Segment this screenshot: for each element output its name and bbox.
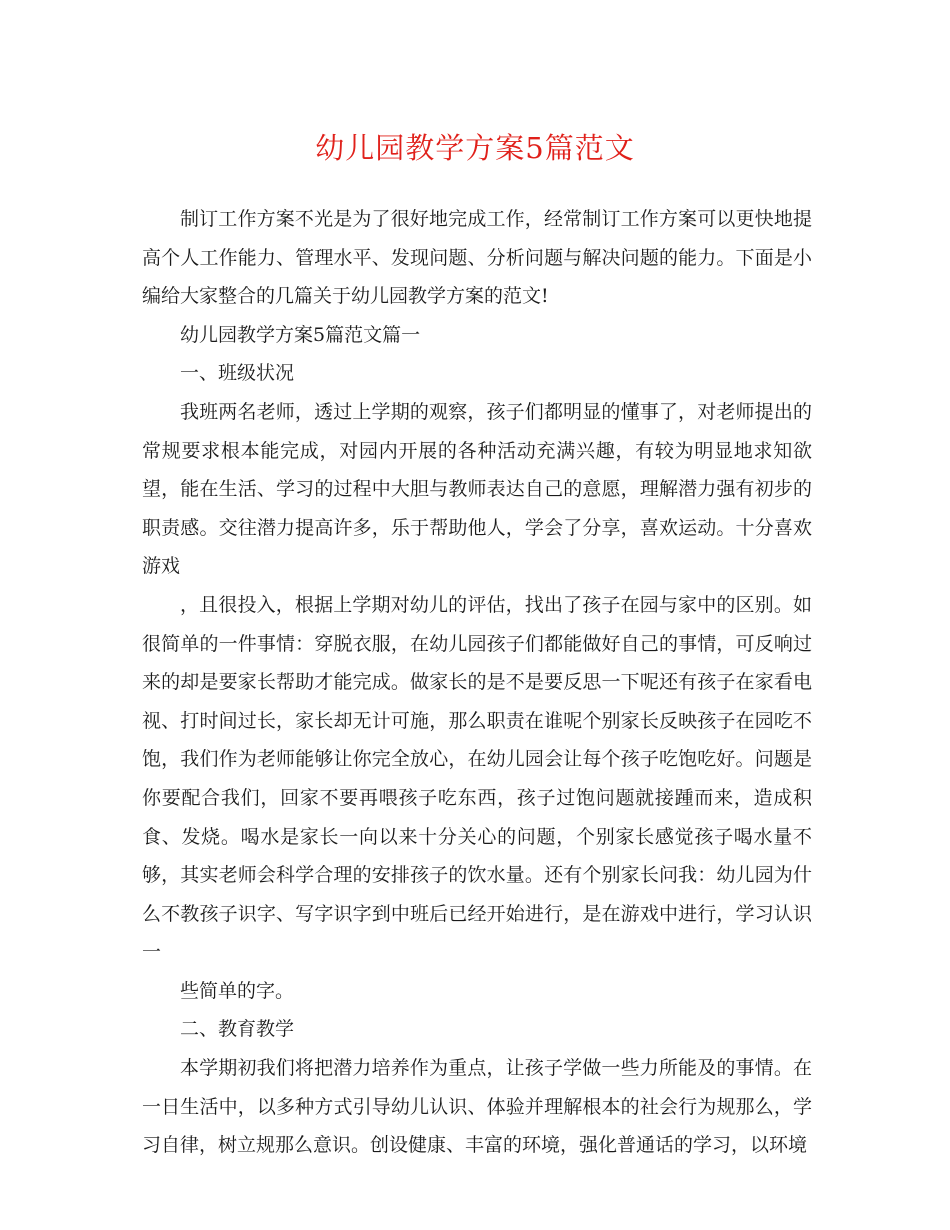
intro-paragraph: 制订工作方案不光是为了很好地完成工作，经常制订工作方案可以更快地提高个人工作能力、管理水平、发现问题、分析问题与解决问题的能力。下面是小编给大家整合的几篇关于幼儿园教学方案的范文! <box>142 208 812 308</box>
document-body <box>142 200 812 1165</box>
document-title: 幼儿园教学方案5篇范文 <box>315 131 635 165</box>
section-heading-education: 二、教育教学 <box>180 1018 295 1041</box>
class-status-paragraph: 我班两名老师，透过上学期的观察，孩子们都明显的懂事了，对老师提出的常规要求根本能完成，对园内开展的各种活动充满兴趣，有较为明显地求知欲望，能在生活、学习的过程中大胆与教师表达自己的意愿，理解潜力强有初步的职责感。交往潜力提高许多，乐于帮助他人，学会了分享，喜欢运动。十分喜欢游戏 <box>142 400 812 578</box>
education-paragraph: 本学期初我们将把潜力培养作为重点，让孩子学做一些力所能及的事情。在一日生活中，以多种方式引导幼儿认识、体验并理解根本的社会行为规那么，学习自律，树立规那么意识。创设健康、丰富的环境，强化普通话的学习，以环境 <box>142 1057 812 1157</box>
section-heading-class-status: 一、班级状况 <box>180 362 295 385</box>
parent-communication-paragraph: ，且很投入，根据上学期对幼儿的评估，找出了孩子在园与家中的区别。如很简单的一件事情：穿脱衣服，在幼儿园孩子们都能做好自己的事情，可反响过来的却是要家长帮助才能完成。做家长的是不是要反思一下呢还有孩子在家看电视、打时间过长，家长却无计可施，那么职责在谁呢个别家长反映孩子在园吃不饱，我们作为老师能够让你完全放心，在幼儿园会让每个孩子吃饱吃好。问题是你要配合我们，回家不要再喂孩子吃东西，孩子过饱问题就接踵而来，造成积食、发烧。喝水是家长一向以来十分关心的问题，个别家长感觉孩子喝水量不够，其实老师会科学合理的安排孩子的饮水量。还有个别家长问我：幼儿园为什么不教孩子识字、写字识字到中班后已经开始进行，是在游戏中进行，学习认识一 <box>142 593 812 964</box>
section-heading-article-one: 幼儿园教学方案5篇范文篇一 <box>180 323 421 346</box>
paragraph-continuation: 些简单的字。 <box>180 979 295 1002</box>
